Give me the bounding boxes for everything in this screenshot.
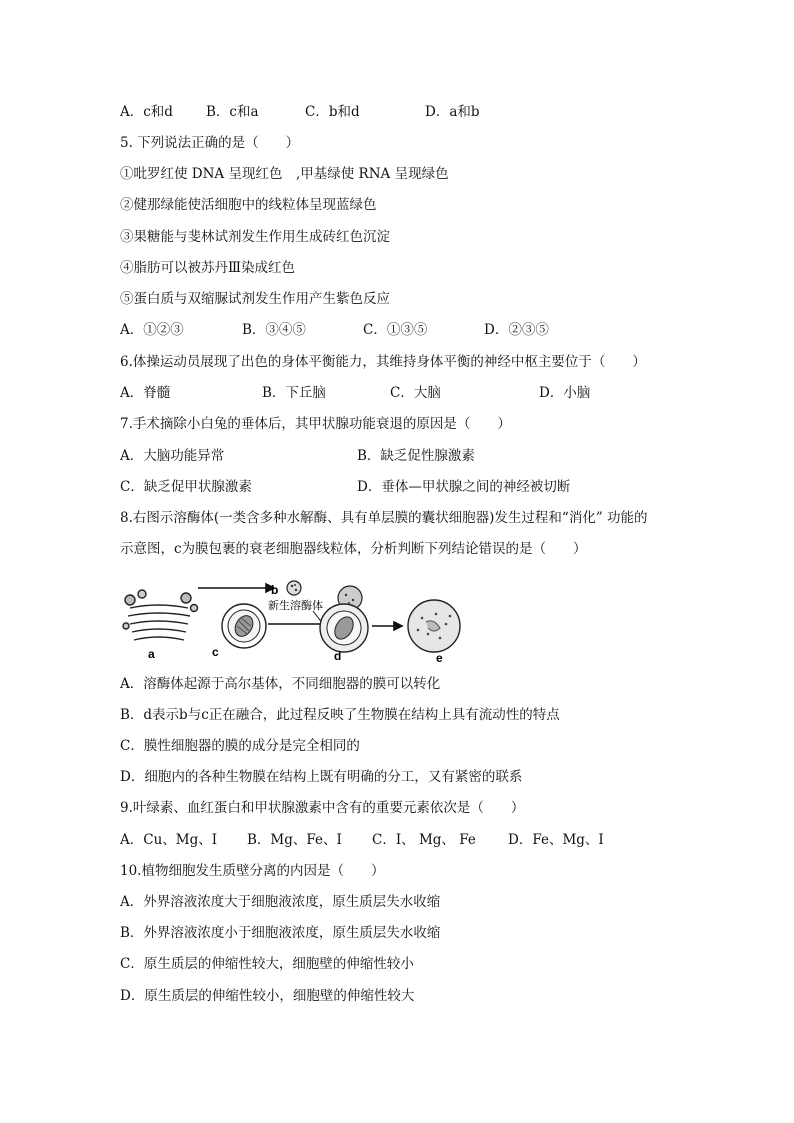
q5-option-b[interactable]: B．③④⑤ bbox=[242, 322, 306, 338]
label-e: e bbox=[436, 651, 443, 664]
q7-option-c[interactable]: C．缺乏促甲状腺激素 bbox=[120, 479, 252, 495]
q9-option-d[interactable]: D．Fe、Mg、I bbox=[508, 832, 604, 848]
q4-option-d[interactable]: D．a和b bbox=[425, 104, 480, 120]
label-a: a bbox=[148, 647, 155, 661]
q5-statement-1: ①吡罗红使 DNA 呈现红色 ,甲基绿使 RNA 呈现绿色 bbox=[120, 166, 449, 182]
q7-stem: 7.手术摘除小白兔的垂体后，其甲状腺功能衰退的原因是（ ） bbox=[120, 416, 511, 432]
q8-option-c[interactable]: C．膜性细胞器的膜的成分是完全相同的 bbox=[120, 738, 360, 754]
q10-option-c[interactable]: C．原生质层的伸缩性较大，细胞壁的伸缩性较小 bbox=[120, 956, 414, 972]
q7-option-a[interactable]: A．大脑功能异常 bbox=[120, 448, 225, 464]
digested-body-e bbox=[408, 600, 460, 652]
q7-option-b[interactable]: B．缺乏促性腺激素 bbox=[357, 448, 475, 464]
q8-option-b[interactable]: B．d表示b与c正在融合，此过程反映了生物膜在结构上具有流动性的特点 bbox=[120, 707, 560, 723]
q5-option-c[interactable]: C．①③⑤ bbox=[363, 322, 428, 338]
q10-stem: 10.植物细胞发生质壁分离的内因是（ ） bbox=[120, 863, 385, 879]
golgi-apparatus-a bbox=[123, 590, 198, 640]
fusion-d bbox=[320, 586, 368, 652]
q4-option-a[interactable]: A．c和d bbox=[120, 104, 173, 120]
q6-stem: 6.体操运动员展现了出色的身体平衡能力，其维持身体平衡的神经中枢主要位于（ ） bbox=[120, 354, 646, 370]
q4-option-b[interactable]: B．c和a bbox=[206, 104, 259, 120]
q5-statement-5: ⑤蛋白质与双缩脲试剂发生作用产生紫色反应 bbox=[120, 291, 390, 307]
q5-option-d[interactable]: D．②③⑤ bbox=[484, 322, 549, 338]
q5-stem: 5. 下列说法正确的是（ ） bbox=[120, 135, 300, 151]
q9-option-b[interactable]: B．Mg、Fe、I bbox=[247, 832, 342, 848]
q6-option-c[interactable]: C．大脑 bbox=[390, 385, 441, 401]
q6-option-a[interactable]: A．脊髓 bbox=[120, 385, 171, 401]
q5-statement-2: ②健那绿能使活细胞中的线粒体呈现蓝绿色 bbox=[120, 197, 377, 213]
q8-option-d[interactable]: D．细胞内的各种生物膜在结构上既有明确的分工，又有紧密的联系 bbox=[120, 769, 523, 785]
q10-option-a[interactable]: A．外界溶液浓度大于细胞液浓度，原生质层失水收缩 bbox=[120, 894, 441, 910]
q9-option-a[interactable]: A．Cu、Mg、I bbox=[120, 832, 218, 848]
q5-statement-4: ④脂肪可以被苏丹Ⅲ染成红色 bbox=[120, 260, 296, 276]
new-lysosome-caption: 新生溶酶体 bbox=[268, 600, 323, 612]
arrow-a-to-b bbox=[198, 584, 274, 592]
q5-option-a[interactable]: A．①②③ bbox=[120, 322, 184, 338]
q4-option-c[interactable]: C．b和d bbox=[305, 104, 360, 120]
wrapped-mitochondrion-c bbox=[222, 604, 266, 648]
q8-stem-line-1: 8.右图示溶酶体(一类含多种水解酶、具有单层膜的囊状细胞器)发生过程和“消化” 功能的 bbox=[120, 510, 648, 526]
label-b: b bbox=[271, 583, 279, 597]
lysosome-diagram bbox=[118, 578, 468, 664]
q8-option-a[interactable]: A．溶酶体起源于高尔基体，不同细胞器的膜可以转化 bbox=[120, 676, 441, 692]
arrow-d-to-e bbox=[372, 622, 402, 630]
q9-stem: 9.叶绿素、血红蛋白和甲状腺激素中含有的重要元素依次是（ ） bbox=[120, 800, 525, 816]
new-lysosome-b bbox=[287, 581, 301, 595]
q9-option-c[interactable]: C．I、 Mg、 Fe bbox=[372, 832, 476, 848]
q5-statement-3: ③果糖能与斐林试剂发生作用生成砖红色沉淀 bbox=[120, 229, 390, 245]
label-d: d bbox=[334, 649, 342, 663]
q6-option-b[interactable]: B．下丘脑 bbox=[262, 385, 326, 401]
q10-option-d[interactable]: D．原生质层的伸缩性较小，细胞壁的伸缩性较大 bbox=[120, 988, 415, 1004]
q7-option-d[interactable]: D．垂体—甲状腺之间的神经被切断 bbox=[357, 479, 571, 495]
q10-option-b[interactable]: B．外界溶液浓度小于细胞液浓度，原生质层失水收缩 bbox=[120, 925, 441, 941]
q8-stem-line-2: 示意图，c为膜包裹的衰老细胞器线粒体，分析判断下列结论错误的是（ ） bbox=[120, 541, 587, 557]
label-c: c bbox=[212, 645, 219, 659]
q6-option-d[interactable]: D．小脑 bbox=[539, 385, 591, 401]
